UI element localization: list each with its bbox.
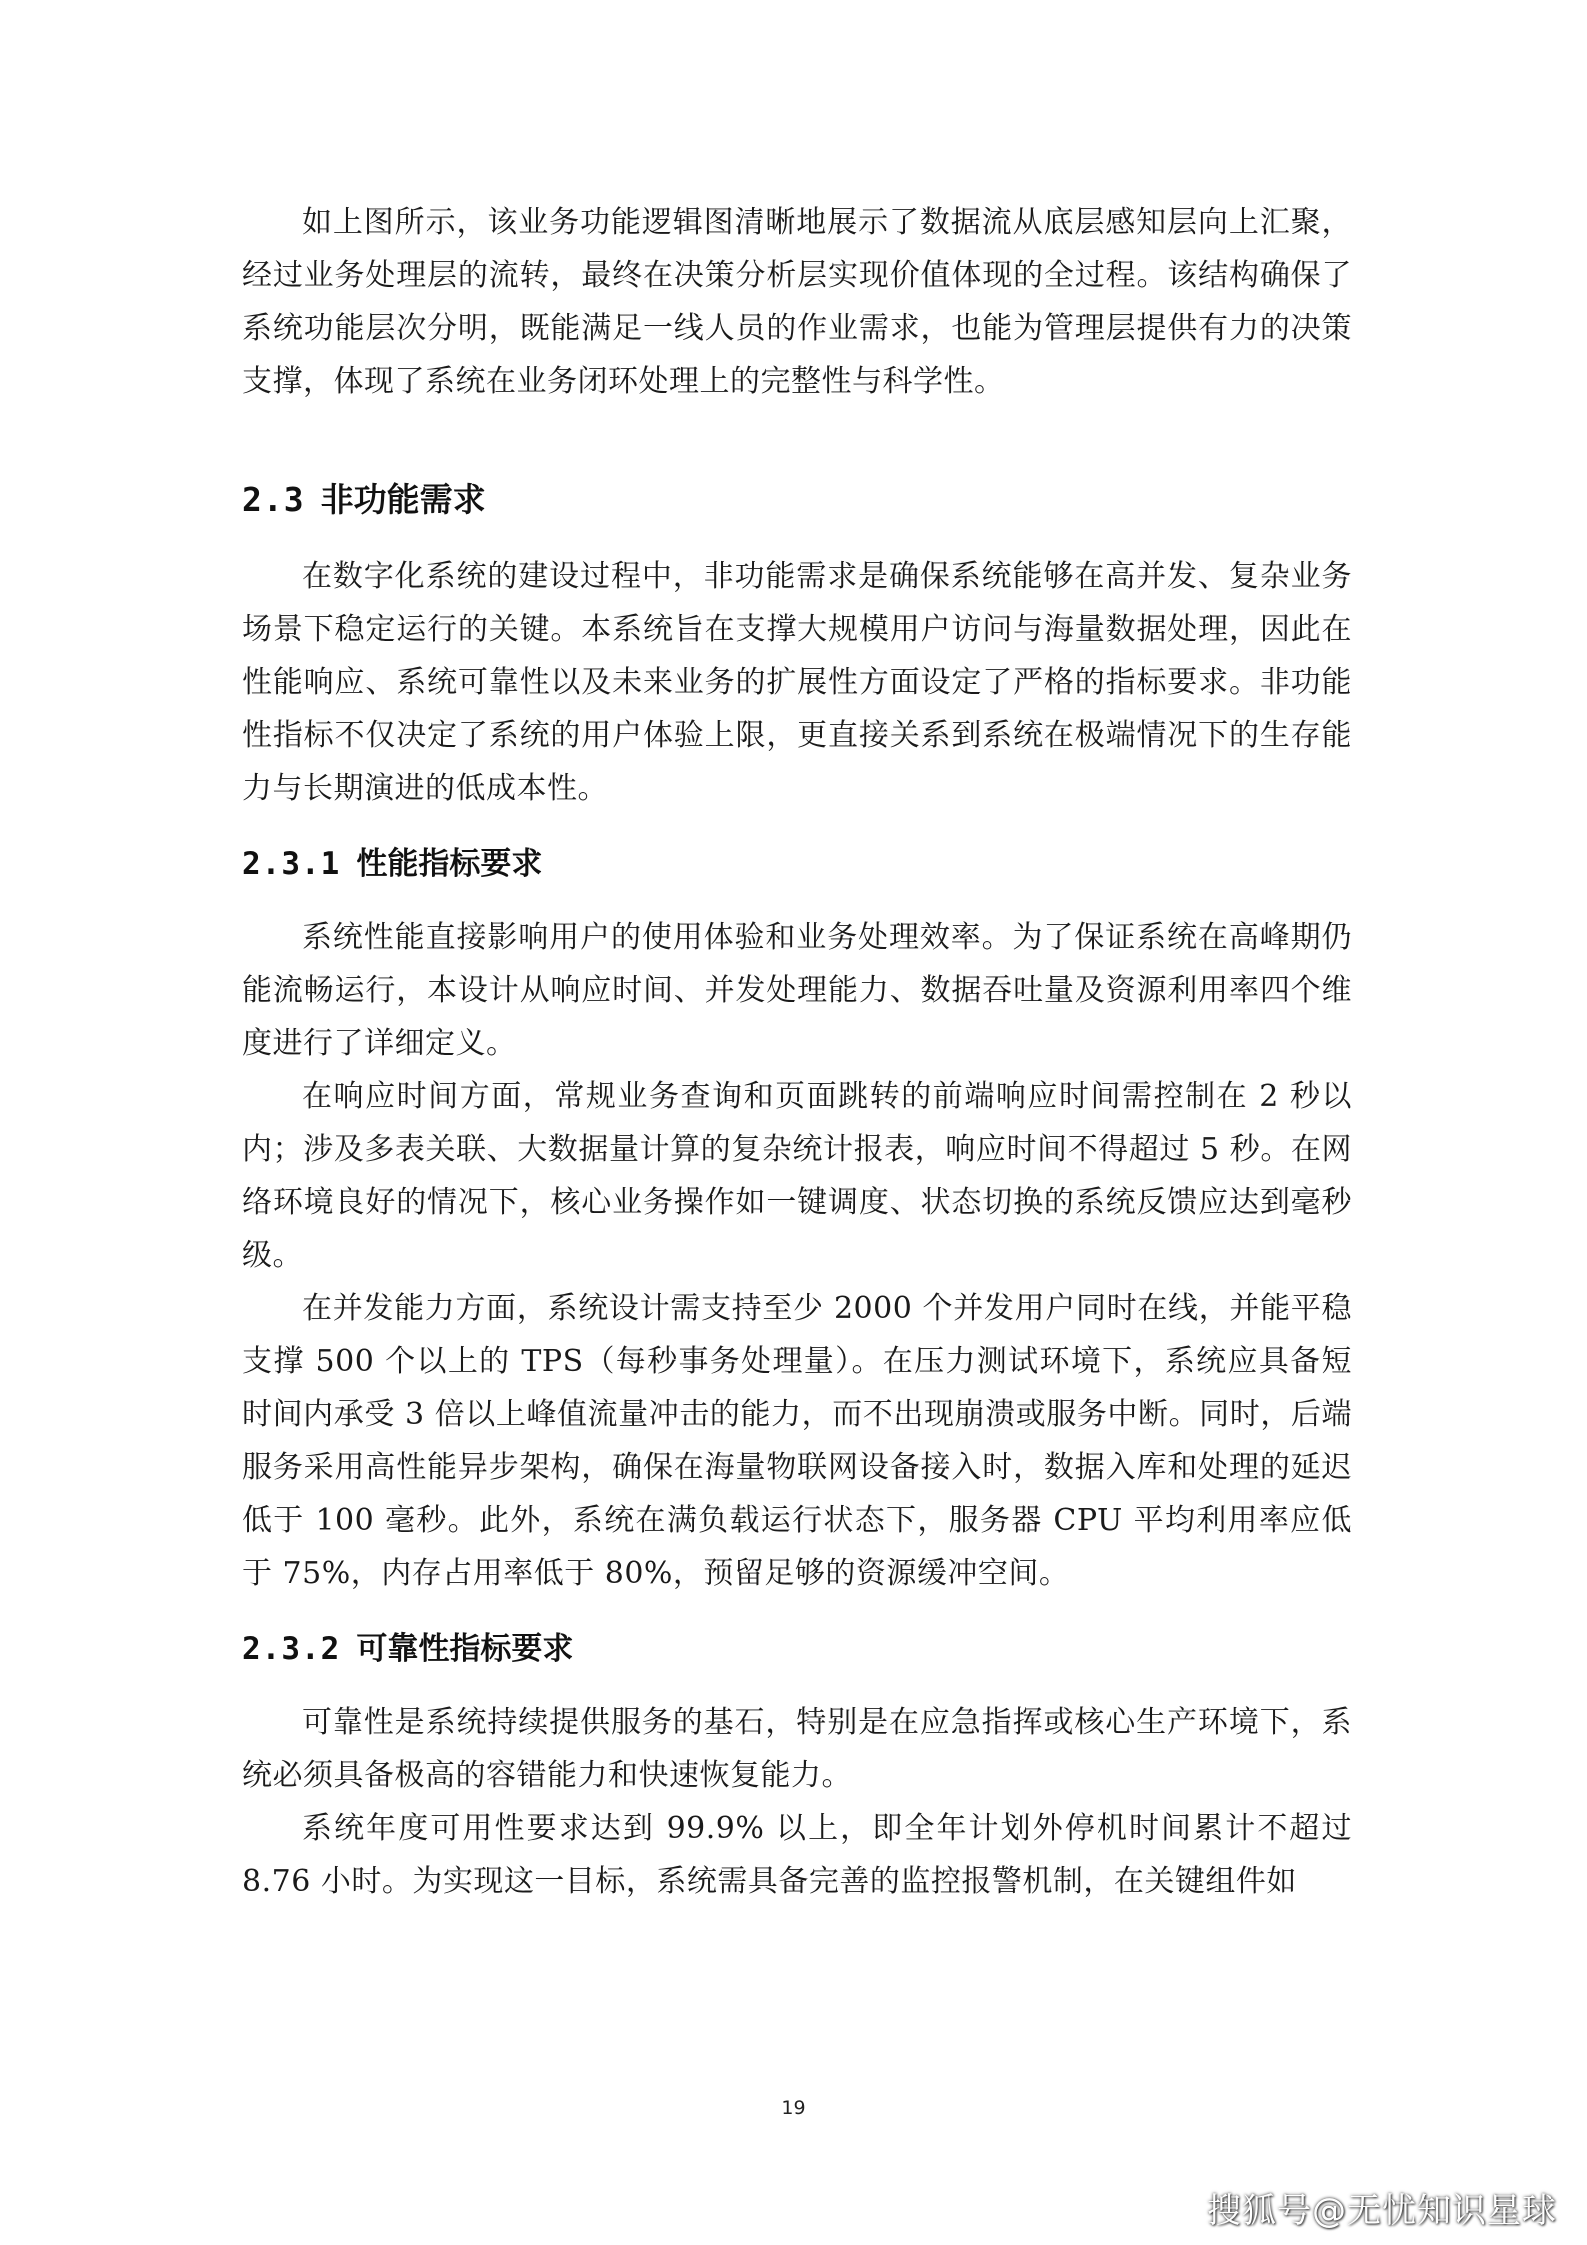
section-number: 2.3	[242, 480, 305, 519]
page-number: 19	[781, 2097, 806, 2119]
section-heading-2-3	[242, 478, 1352, 522]
section-2-3-paragraph: 在数字化系统的建设过程中，非功能需求是确保系统能够在高并发、复杂业务场景下稳定运行的关键。本系统旨在支撑大规模用户访问与海量数据处理，因此在性能响应、系统可靠性以及未来业务的扩展性方面设定了严格的指标要求。非功能性指标不仅决定了系统的用户体验上限，更直接关系到系统在极端情况下的生存能力与长期演进的低成本性。	[242, 559, 1352, 806]
subsection-heading-2-3-1	[242, 843, 1352, 885]
page-content	[242, 196, 1352, 1908]
reliability-paragraph-1: 可靠性是系统持续提供服务的基石，特别是在应急指挥或核心生产环境下，系统必须具备极高的容错能力和快速恢复能力。	[242, 1705, 1352, 1793]
intro-paragraph: 如上图所示，该业务功能逻辑图清晰地展示了数据流从底层感知层向上汇聚，经过业务处理层的流转，最终在决策分析层实现价值体现的全过程。该结构确保了系统功能层次分明，既能满足一线人员的作业需求，也能为管理层提供有力的决策支撑，体现了系统在业务闭环处理上的完整性与科学性。	[242, 205, 1352, 399]
performance-paragraph-1: 系统性能直接影响用户的使用体验和业务处理效率。为了保证系统在高峰期仍能流畅运行，本设计从响应时间、并发处理能力、数据吞吐量及资源利用率四个维度进行了详细定义。	[242, 920, 1352, 1061]
subsection-title: 性能指标要求	[356, 846, 543, 882]
subsection-number: 2.3.1	[242, 846, 341, 882]
reliability-paragraph-2: 系统年度可用性要求达到 99.9% 以上，即全年计划外停机时间累计不超过 8.76 小时。为实现这一目标，系统需具备完善的监控报警机制，在关键组件如	[242, 1811, 1352, 1899]
performance-paragraph-2: 在响应时间方面，常规业务查询和页面跳转的前端响应时间需控制在 2 秒以内；涉及多表关联、大数据量计算的复杂统计报表，响应时间不得超过 5 秒。在网络环境良好的情况下，核心业务操作如一键调度、状态切换的系统反馈应达到毫秒级。	[242, 1079, 1352, 1273]
watermark: 搜狐号@无忧知识星球	[1207, 2191, 1557, 2231]
section-title: 非功能需求	[320, 480, 486, 519]
subsection-number: 2.3.2	[242, 1631, 341, 1667]
subsection-heading-2-3-2	[242, 1628, 1352, 1670]
subsection-title: 可靠性指标要求	[356, 1631, 574, 1667]
performance-paragraph-3: 在并发能力方面，系统设计需支持至少 2000 个并发用户同时在线，并能平稳支撑 500 个以上的 TPS（每秒事务处理量）。在压力测试环境下，系统应具备短时间内承受 3 倍以上峰值流量冲击的能力，而不出现崩溃或服务中断。同时，后端服务采用高性能异步架构，确保在海量物联网设备接入时，数据入库和处理的延迟低于 100 毫秒。此外，系统在满负载运行状态下，服务器 CPU 平均利用率应低于 75%，内存占用率低于 80%，预留足够的资源缓冲空间。	[242, 1291, 1352, 1591]
